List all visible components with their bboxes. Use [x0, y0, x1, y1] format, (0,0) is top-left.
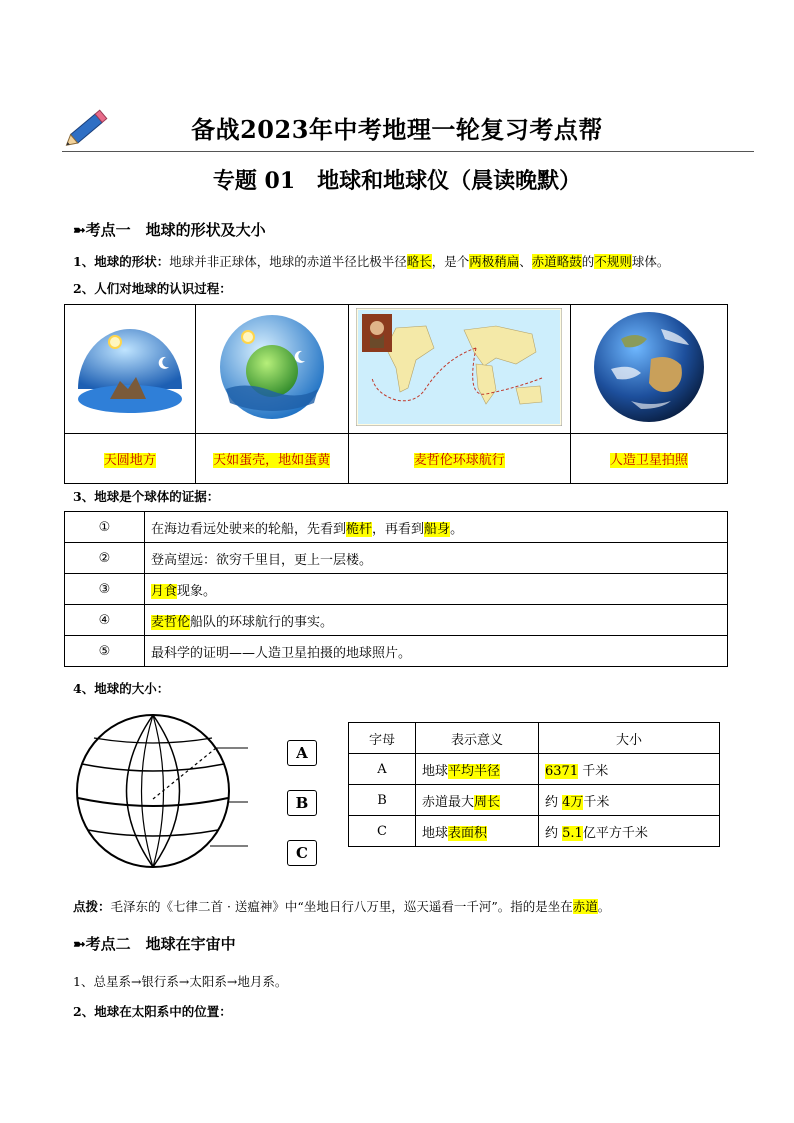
cognition-label-cell [348, 434, 570, 484]
galaxy-hierarchy-line: 1、总星系→银行系→太阳系→地月系。 [73, 974, 288, 989]
text: 最科学的证明——人造卫星拍摄的地球照片。 [151, 645, 412, 661]
table-row [349, 785, 720, 816]
cognition-stage-4: 人造卫星拍照 [609, 453, 688, 468]
text: 。 [597, 899, 611, 914]
text: 约 [545, 825, 563, 841]
cognition-stage-1: 天圆地方 [103, 453, 156, 468]
image-cell [65, 305, 196, 434]
evidence-table [64, 511, 728, 667]
text: 在海边看远处驶来的轮船，先看到 [151, 521, 347, 537]
tip-paragraph [73, 897, 610, 915]
row-number: ③ [65, 574, 145, 605]
egg-sky-image [216, 311, 328, 423]
item-label [73, 279, 232, 297]
cognition-table [64, 304, 728, 484]
highlight: 平均半径 [448, 763, 501, 779]
image-cell [195, 305, 348, 434]
text: 球体。 [631, 254, 670, 269]
highlight: 赤道 [572, 899, 598, 914]
highlight: 周长 [474, 794, 501, 810]
highlight: 两极稍扁 [469, 254, 520, 269]
title-divider [62, 151, 754, 152]
highlight: 月食 [151, 583, 178, 599]
shape-paragraph [73, 252, 669, 270]
meaning-cell [416, 816, 539, 847]
letter-cell: B [349, 785, 416, 816]
table-row [65, 543, 728, 574]
magellan-voyage-map [356, 308, 562, 426]
globe-size-diagram [70, 706, 250, 876]
text: 千米 [578, 763, 609, 779]
text: 登高望远：欲穷千里目，更上一层楼。 [151, 552, 373, 568]
text: 地球 [422, 763, 449, 779]
highlight: 6371 [545, 763, 579, 779]
letter-cell: C [349, 816, 416, 847]
item-label-text: 3、地球是个球体的证据： [73, 489, 220, 504]
cognition-stage-3: 麦哲伦环球航行 [413, 453, 505, 468]
cognition-label-cell [195, 434, 348, 484]
cognition-label-cell [65, 434, 196, 484]
column-header: 大小 [539, 723, 720, 754]
highlight: 略长 [406, 254, 432, 269]
row-number: ② [65, 543, 145, 574]
diagram-label-c: C [287, 840, 317, 866]
document-subtitle: 专题 01 地球和地球仪（晨读晚默） [212, 168, 582, 194]
table-row [349, 754, 720, 785]
text: 约 [545, 794, 563, 810]
item-label-text: 4、地球的大小： [73, 681, 170, 696]
highlight: 不规则 [594, 254, 632, 269]
table-row [65, 574, 728, 605]
meaning-cell [416, 754, 539, 785]
text: ，是个 [431, 254, 470, 269]
table-header-row [349, 723, 720, 754]
size-cell [539, 785, 720, 816]
diagram-label-a: A [287, 740, 317, 766]
text: 毛泽东的《七律二首 · 送瘟神》中“坐地日行八万里，巡天遥看一千河”。指的是坐在 [110, 899, 573, 914]
size-cell [539, 816, 720, 847]
highlight: 4万 [562, 794, 584, 810]
text: 地球 [422, 825, 449, 841]
text: 的 [581, 254, 595, 269]
section-heading-2 [73, 933, 236, 954]
text: 。 [450, 521, 464, 537]
highlight: 麦哲伦 [151, 614, 191, 630]
highlight: 赤道略鼓 [531, 254, 582, 269]
evidence-text [145, 636, 728, 667]
row-number: ① [65, 512, 145, 543]
section-title: 地球的形状及大小 [145, 221, 266, 239]
highlight: 5.1 [562, 825, 583, 841]
earth-size-table [348, 722, 720, 847]
highlight: 表面积 [448, 825, 488, 841]
size-cell [539, 754, 720, 785]
evidence-text [145, 574, 728, 605]
letter-cell: A [349, 754, 416, 785]
highlight: 船身 [424, 521, 451, 537]
highlight: 桅杆 [346, 521, 373, 537]
text: 地球并非正球体，地球的赤道半径比极半径 [169, 254, 407, 269]
section-prefix: ➼考点二 [73, 935, 131, 953]
item-label-text: 2、地球在太阳系中的位置： [73, 1004, 232, 1019]
text: ，再看到 [372, 521, 425, 537]
text: 赤道最大 [422, 794, 475, 810]
image-cell [348, 305, 570, 434]
table-row [65, 605, 728, 636]
evidence-text [145, 512, 728, 543]
dome-sky-image [70, 309, 190, 425]
section-heading-1 [73, 219, 266, 240]
image-cell [570, 305, 727, 434]
table-row [65, 636, 728, 667]
item-label [73, 1002, 232, 1020]
item-label: 1、地球的形状： [73, 254, 170, 269]
text: 现象。 [177, 583, 217, 599]
text: 千米 [583, 794, 610, 810]
item-label [73, 679, 169, 697]
column-header: 表示意义 [416, 723, 539, 754]
satellite-earth-photo [591, 309, 707, 425]
text: 、 [519, 254, 532, 269]
row-number: ④ [65, 605, 145, 636]
cognition-label-cell [570, 434, 727, 484]
column-header: 字母 [349, 723, 416, 754]
text: 船队的环球航行的事实。 [190, 614, 334, 630]
diagram-label-b: B [287, 790, 317, 816]
evidence-text [145, 543, 728, 574]
section-prefix: ➼考点一 [73, 221, 131, 239]
item-label [73, 487, 219, 505]
cognition-stage-2: 天如蛋壳，地如蛋黄 [213, 453, 331, 468]
table-row [65, 512, 728, 543]
section-title: 地球在宇宙中 [145, 935, 236, 953]
tip-label: 点拨： [73, 899, 111, 914]
evidence-text [145, 605, 728, 636]
table-row [349, 816, 720, 847]
item-label-text: 2、人们对地球的认识过程： [73, 281, 232, 296]
row-number: ⑤ [65, 636, 145, 667]
document-title: 备战2023年中考地理一轮复习考点帮 [191, 115, 603, 144]
meaning-cell [416, 785, 539, 816]
text: 亿平方千米 [582, 825, 648, 841]
